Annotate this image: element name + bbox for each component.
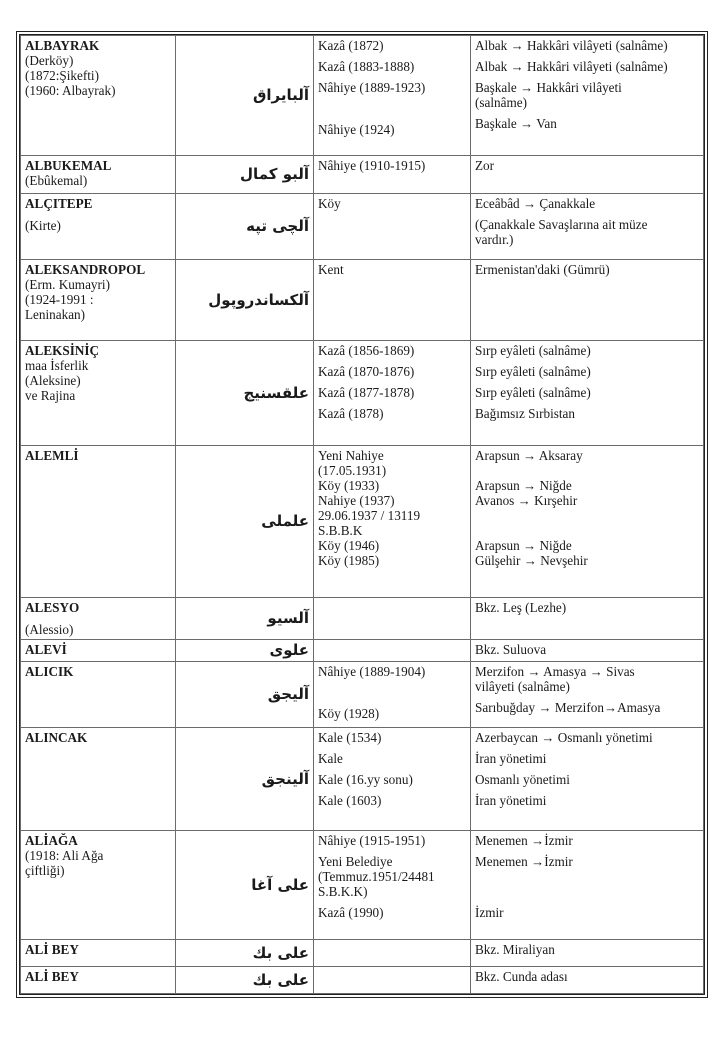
status-line: Kale (16.yy sonu) [318,772,413,787]
status-line: Kazâ (1877-1878) [318,385,415,400]
place-name: ALINCAK [25,730,88,745]
administration-line: Albak → Hakkâri vilâyeti (salnâme) [475,38,668,53]
status-line: 29.06.1937 / 13119 [318,508,421,523]
ottoman-name-cell [176,446,314,598]
status-cell [314,940,471,967]
place-note: çiftliği) [25,863,65,878]
administration-line: Gülşehir → Nevşehir [475,553,588,568]
status-cell [314,662,471,728]
status-line [318,685,466,700]
table-row [21,36,704,156]
place-note: (Erm. Kumayri) [25,277,110,292]
place-name-cell [21,446,176,598]
administration-line: Arapsun → Aksaray [475,448,583,463]
place-note: Leninakan) [25,307,86,322]
ottoman-name-cell [176,662,314,728]
place-name-cell [21,156,176,194]
ottoman-name: علوى [269,641,309,659]
place-name: ALEKSİNİÇ [25,343,100,358]
administration-cell [471,728,704,831]
place-note: (Kirte) [25,218,61,233]
status-line [318,101,466,116]
status-line: Kale (1534) [318,730,382,745]
place-name: ALİ BEY [25,942,79,957]
status-line: Kazâ (1870-1876) [318,364,415,379]
ottoman-name-cell [176,967,314,994]
administration-line: Bkz. Cunda adası [475,969,568,984]
place-name-cell [21,260,176,341]
administration-line: Sarıbuğday → Merzifon→Amasya [475,700,661,715]
administration-line: İzmir [475,905,504,920]
administration-line [475,508,699,523]
status-cell [314,446,471,598]
administration-line: Arapsun → Niğde [475,538,572,553]
administration-line: Menemen →İzmir [475,833,573,848]
status-line: Kent [318,262,344,277]
administration-cell [471,640,704,662]
place-name: ALBAYRAK [25,38,100,53]
status-line: Yeni Nahiye [318,448,384,463]
administration-line: vilâyeti (salnâme) [475,679,570,694]
administration-cell [471,260,704,341]
place-name: ALÇITEPE [25,196,93,211]
administration-line: Başkale → Van [475,116,557,131]
administration-line: (salnâme) [475,95,527,110]
administration-cell [471,446,704,598]
place-note: ve Rajina [25,388,76,403]
administration-line: Menemen →İzmir [475,854,573,869]
status-line: Köy (1933) [318,478,380,493]
status-line: (17.05.1931) [318,463,387,478]
place-name: ALBUKEMAL [25,158,112,173]
place-note: (1872:Şikefti) [25,68,99,83]
ottoman-name: على آغا [251,875,309,894]
status-line: Nâhiye (1889-1923) [318,80,426,95]
status-line: Kazâ (1856-1869) [318,343,415,358]
administration-line [475,463,699,478]
place-note: (1918: Ali Ağa [25,848,104,863]
ottoman-name: علملى [261,512,309,530]
administration-line: vardır.) [475,232,514,247]
status-line: (Temmuz.1951/24481 [318,869,435,884]
ottoman-name-cell [176,728,314,831]
ottoman-name: آلكساندروپول [208,290,309,309]
administration-line: Arapsun → Niğde [475,478,572,493]
administration-cell [471,831,704,940]
administration-line: Albak → Hakkâri vilâyeti (salnâme) [475,59,668,74]
administration-line: İran yönetimi [475,793,547,808]
place-name-cell [21,36,176,156]
place-name: ALEKSANDROPOL [25,262,146,277]
status-line: Nâhiye (1915-1951) [318,833,426,848]
ottoman-name-cell [176,260,314,341]
administration-cell [471,940,704,967]
status-line: Nâhiye (1910-1915) [318,158,426,173]
administration-cell [471,967,704,994]
place-name-cell [21,728,176,831]
table-row [21,940,704,967]
administration-line: Sırp eyâleti (salnâme) [475,343,591,358]
place-name: ALİ BEY [25,969,79,984]
administration-line: Ermenistan'daki (Gümrü) [475,262,610,277]
administration-cell [471,662,704,728]
status-line: Köy [318,196,341,211]
ottoman-name: آلچى تپه [246,217,309,235]
status-cell [314,194,471,260]
ottoman-name-cell [176,341,314,446]
place-note: (Derköy) [25,53,74,68]
status-cell [314,640,471,662]
status-line: Kale [318,751,343,766]
administration-line: Bkz. Suluova [475,642,547,657]
table-row [21,831,704,940]
place-name-cell [21,831,176,940]
administration-line: Sırp eyâleti (salnâme) [475,385,591,400]
table-row [21,446,704,598]
table-row [21,967,704,994]
administration-line: Başkale → Hakkâri vilâyeti [475,80,622,95]
status-line: Köy (1928) [318,706,380,721]
place-name-cell [21,598,176,640]
ottoman-name-cell [176,940,314,967]
place-name-cell [21,640,176,662]
place-note: (Alessio) [25,622,74,637]
ottoman-name-cell [176,36,314,156]
place-name: ALİAĞA [25,833,78,848]
administration-cell [471,156,704,194]
place-note: (1924-1991 : [25,292,94,307]
status-line: Köy (1985) [318,553,380,568]
ottoman-name: علقسنيج [243,383,309,402]
status-cell [314,728,471,831]
ottoman-name: على بك [252,970,309,989]
ottoman-name: آلبايراق [252,86,309,104]
table-row [21,640,704,662]
ottoman-name-cell [176,156,314,194]
status-line: Nâhiye (1924) [318,122,395,137]
status-line: Köy (1946) [318,538,380,553]
administration-line: Bkz. Leş (Lezhe) [475,600,567,615]
place-note: (Ebûkemal) [25,173,88,188]
status-cell [314,36,471,156]
administration-line: Osmanlı yönetimi [475,772,570,787]
gazetteer-table-frame [16,31,708,998]
administration-line: Eceâbâd → Çanakkale [475,196,596,211]
ottoman-name: آلبو كمال [240,165,309,183]
gazetteer-table [20,35,704,994]
table-row [21,260,704,341]
administration-line: Bağımsız Sırbistan [475,406,576,421]
status-cell [314,156,471,194]
place-name-cell [21,194,176,260]
administration-line: (Çanakkale Savaşlarına ait müze [475,217,648,232]
administration-cell [471,341,704,446]
status-cell [314,598,471,640]
ottoman-name: على بك [252,943,309,962]
ottoman-name: آليجق [267,685,309,703]
place-name-cell [21,662,176,728]
table-row [21,194,704,260]
ottoman-name-cell [176,640,314,662]
place-name: ALICIK [25,664,74,679]
table-row [21,598,704,640]
place-note: (1960: Albayrak) [25,83,116,98]
place-name: ALEMLİ [25,448,79,463]
ottoman-name-cell [176,598,314,640]
administration-line [475,523,699,538]
table-row [21,728,704,831]
place-name: ALESYO [25,600,80,615]
administration-line: Azerbaycan → Osmanlı yönetimi [475,730,653,745]
status-cell [314,831,471,940]
place-note: maa İsferlik [25,358,89,373]
status-line: Kazâ (1883-1888) [318,59,415,74]
status-line: Kazâ (1990) [318,905,384,920]
administration-cell [471,598,704,640]
status-line: S.B.B.K [318,523,363,538]
administration-cell [471,36,704,156]
status-line: Nahiye (1937) [318,493,395,508]
status-line: Kale (1603) [318,793,382,808]
place-name-cell [21,940,176,967]
administration-line [475,869,699,884]
administration-line: İran yönetimi [475,751,547,766]
place-name: ALEVİ [25,642,67,657]
administration-line: Bkz. Miraliyan [475,942,555,957]
administration-line: Sırp eyâleti (salnâme) [475,364,591,379]
ottoman-name: آلينجق [261,769,309,788]
status-cell [314,967,471,994]
status-line: S.B.K.K) [318,884,368,899]
status-line: Nâhiye (1889-1904) [318,664,426,679]
administration-line: Merzifon → Amasya → Sivas [475,664,635,679]
status-line: Kazâ (1872) [318,38,384,53]
ottoman-name-cell [176,831,314,940]
table-row [21,662,704,728]
place-name-cell [21,341,176,446]
status-cell [314,260,471,341]
ottoman-name-cell [176,194,314,260]
administration-line: Avanos → Kırşehir [475,493,578,508]
place-name-cell [21,967,176,994]
administration-line: Zor [475,158,495,173]
table-row [21,341,704,446]
status-cell [314,341,471,446]
administration-line [475,884,699,899]
administration-cell [471,194,704,260]
table-row [21,156,704,194]
status-line: Kazâ (1878) [318,406,384,421]
place-note: (Aleksine) [25,373,81,388]
status-line: Yeni Belediye [318,854,393,869]
ottoman-name: آلسيو [267,609,309,627]
